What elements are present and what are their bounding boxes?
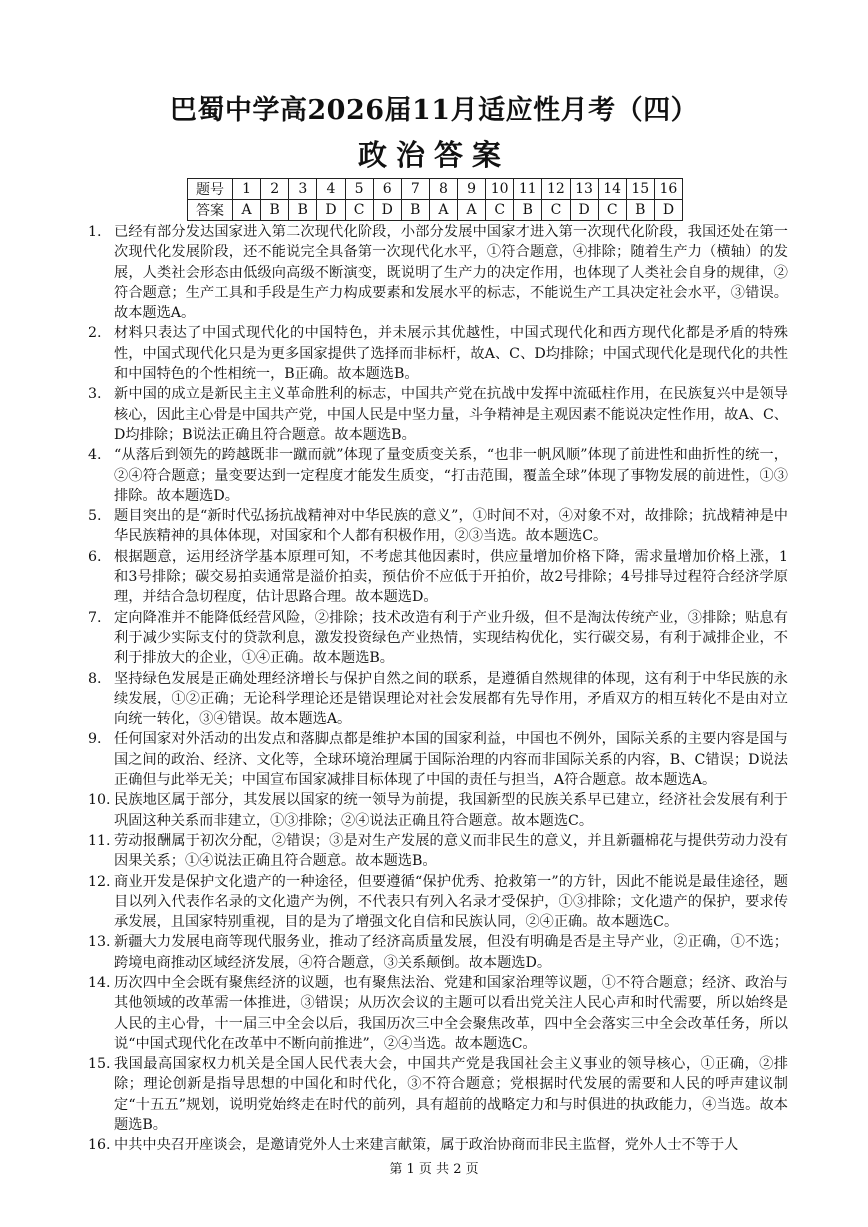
question-number-cell: 6 [373,179,401,200]
answer-cell: A [429,200,457,221]
item-number: 9. [88,731,102,748]
item-number: 6. [88,548,102,565]
explanation-item [88,608,788,669]
explanation-item [88,506,788,547]
item-text: 根据题意，运用经济学基本原理可知，不考虑其他因素时，供应量增加价格下降，需求量增加价格上涨，1和3号排除；碳交易拍卖通常是溢价拍卖，预估价不应低于开拍价，故2号排除；4号排导过程符合经济学原理，并结合急切程度，估计思路合理。故本题选D。 [114,548,788,606]
item-text: 定向降准并不能降低经营风险，②排除；技术改造有利于产业升级，但不是淘汰传统产业，③排除；贴息有利于减少实际支付的贷款利息，激发投资绿色产业热情，实现结构优化，实行碳交易，有利于减排企业，不利于排放大的企业，①④正确。故本题选B。 [114,609,788,667]
answer-cell: C [598,200,626,221]
answer-cell: D [317,200,345,221]
item-text: 已经有部分发达国家进入第二次现代化阶段，小部分发展中国家才进入第一次现代化阶段，我国还处在第一次现代化发展阶段，还不能说完全具备第一次现代化水平，①符合题意，④排除；随着生产力（横轴）的发展，人类社会形态由低级向高级不断演变，既说明了生产力的决定作用，也体现了人类社会自身的规律，②符合题意；生产工具和手段是生产力构成要素和发展水平的标志，不能说生产工具决定社会水平，③错误。故本题选A。 [114,224,788,322]
answer-cell: A [233,200,261,221]
answer-cell: D [654,200,682,221]
item-number: 7. [88,609,102,626]
item-number: 8. [88,670,102,687]
item-number: 10. [88,792,111,809]
explanation-item [88,384,788,445]
answer-cell: B [261,200,289,221]
question-number-cell: 10 [486,179,514,200]
question-number-cell: 15 [626,179,654,200]
answer-cell: B [514,200,542,221]
item-text: 劳动报酬属于初次分配，②错误；③是对生产发展的意义而非民生的意义，并且新疆棉花与提供劳动力没有因果关系；①④说法正确且符合题意。故本题选B。 [114,832,788,870]
item-text: 材料只表达了中国式现代化的中国特色，并未展示其优越性，中国式现代化和西方现代化都是矛盾的特殊性，中国式现代化只是为更多国家提供了选择而非标杆，故A、C、D均排除；中国式现代化是现代化的共性和中国特色的个性相统一，B正确。故本题选B。 [114,325,788,383]
item-number: 15. [88,1056,111,1073]
page-footer: 第 1 页 共 2 页 [389,1162,479,1177]
item-text: 我国最高国家权力机关是全国人民代表大会，中国共产党是我国社会主义事业的领导核心，①正确，②排除；理论创新是指导思想的中国化和时代化，③不符合题意；党根据时代发展的需要和人民的呼声建议制定“十五五”规划，说明党始终走在时代的前列，具有超前的战略定力和与时俱进的执政能力，④当选。故本题选B。 [114,1056,788,1134]
question-number-cell: 12 [542,179,570,200]
explanation-item [88,669,788,730]
page-subtitle: 政治答案 [357,138,510,172]
answer-cell: A [458,200,486,221]
row-label-question: 题号 [188,179,233,200]
item-number: 12. [88,873,111,890]
item-text: 新疆大力发展电商等现代服务业，推动了经济高质量发展，但没有明确是否是主导产业，②正确，①不选；跨境电商推动区域经济发展，④符合题意，③关系颠倒。故本题选D。 [114,934,788,971]
explanation-item [88,729,788,790]
item-number: 1. [88,224,102,240]
answer-cell: D [373,200,401,221]
item-number: 14. [88,974,111,991]
question-number-cell: 3 [289,179,317,200]
item-text: 新中国的成立是新民主主义革命胜利的标志，中国共产党在抗战中发挥中流砥柱作用，在民族复兴中是领导核心，因此主心骨是中国共产党，中国人民是中坚力量，斗争精神是主观因素不能说决定性作用，故A、C、D均排除；B说法正确且符合题意。故本题选B。 [114,386,788,443]
answer-cell: D [570,200,598,221]
question-number-cell: 14 [598,179,626,200]
question-number-cell: 13 [570,179,598,200]
answer-cell: C [486,200,514,221]
item-text: 民族地区属于部分，其发展以国家的统一领导为前提，我国新型的民族关系早已建立，经济社会发展有利于巩固这种关系而非建立，①③排除；②④说法正确且符合题意。故本题选C。 [114,792,788,829]
item-number: 11. [88,832,111,849]
item-text: 题目突出的是“新时代弘扬抗战精神对中华民族的意义”，①时间不对，④对象不对，故排除；抗战精神是中华民族精神的具体体现，对国家和个人都有积极作用，②③当选。故本题选C。 [114,508,788,545]
item-text: 坚持绿色发展是正确处理经济增长与保护自然之间的联系，是遵循自然规律的体现，这有利于中华民族的永续发展，①②正确；无论科学理论还是错误理论对社会发展都有先导作用，矛盾双方的相互转化不是由对立向统一转化，③④错误。故本题选A。 [114,670,788,728]
item-text: “从落后到领先的跨越既非一蹴而就”体现了量变质变关系，“也非一帆风顺”体现了前进性和曲折性的统一，②④符合题意；量变要达到一定程度才能发生质变，“打击范围，覆盖全球”体现了事物发展的前进性，①③排除。故本题选D。 [114,447,788,504]
explanation-list [88,222,788,1156]
answer-cell: C [542,200,570,221]
explanation-item [88,445,788,506]
explanation-item [88,323,788,384]
item-number: 5. [88,508,102,525]
explanation-item [88,932,788,973]
answer-cell: C [345,200,373,221]
question-number-cell: 5 [345,179,373,200]
row-label-answer: 答案 [188,200,233,221]
item-number: 4. [88,447,102,464]
question-number-cell: 16 [654,179,682,200]
explanation-item [88,1135,788,1155]
item-number: 13. [88,934,111,951]
item-text: 历次四中全会既有聚焦经济的议题，也有聚焦法治、党建和国家治理等议题，①不符合题意；经济、政治与其他领域的改革需一体推进，③错误；从历次会议的主题可以看出党关注人民心声和时代需要，所以始终是人民的主心骨，十一届三中全会以后，我国历次三中全会聚焦改革，四中全会落实三中全会改革任务，所以说“中国式现代化在改革中不断向前推进”，②④当选。故本题选C。 [114,974,788,1052]
question-number-cell: 4 [317,179,345,200]
item-text: 商业开发是保护文化遗产的一种途径，但要遵循“保护优秀、抢救第一”的方针，因此不能说是最佳途径，题目以列入代表作名录的文化遗产为例，不代表只有列入名录才受保护，①③排除；文化遗产的保护，要求传承发展，且国家特别重视，目的是为了增强文化自信和民族认同，②④正确。故本题选C。 [114,873,788,931]
answer-table [187,178,683,221]
explanation-item [88,1054,788,1135]
question-number-cell: 9 [458,179,486,200]
item-text: 中共中央召开座谈会，是邀请党外人士来建言献策，属于政治协商而非民主监督，党外人士不等于人 [114,1137,739,1154]
question-number-cell: 1 [233,179,261,200]
explanation-item [88,547,788,608]
answer-cell: B [289,200,317,221]
question-number-cell: 8 [429,179,457,200]
answer-table-number-row [188,179,683,200]
item-number: 2. [88,325,102,342]
answer-table-answer-row [188,200,683,221]
answer-cell: B [626,200,654,221]
question-number-cell: 2 [261,179,289,200]
item-number: 16. [88,1137,111,1154]
item-number: 3. [88,386,102,403]
answer-cell: B [401,200,429,221]
explanation-item [88,872,788,933]
item-text: 任何国家对外活动的出发点和落脚点都是维护本国的国家利益，中国也不例外，国际关系的主要内容是国与国之间的政治、经济、文化等，全球环境治理属于国际治理的内容而非国际关系的内容，B、C错误；D说法正确但与此举无关；中国宣布国家减排目标体现了中国的责任与担当，A符合题意。故本题选A。 [114,731,788,789]
explanation-item [88,831,788,872]
explanation-item [88,790,788,831]
page-title: 巴蜀中学高2026届11月适应性月考（四） [169,95,699,126]
explanation-item [88,222,788,323]
explanation-item [88,973,788,1054]
question-number-cell: 11 [514,179,542,200]
question-number-cell: 7 [401,179,429,200]
